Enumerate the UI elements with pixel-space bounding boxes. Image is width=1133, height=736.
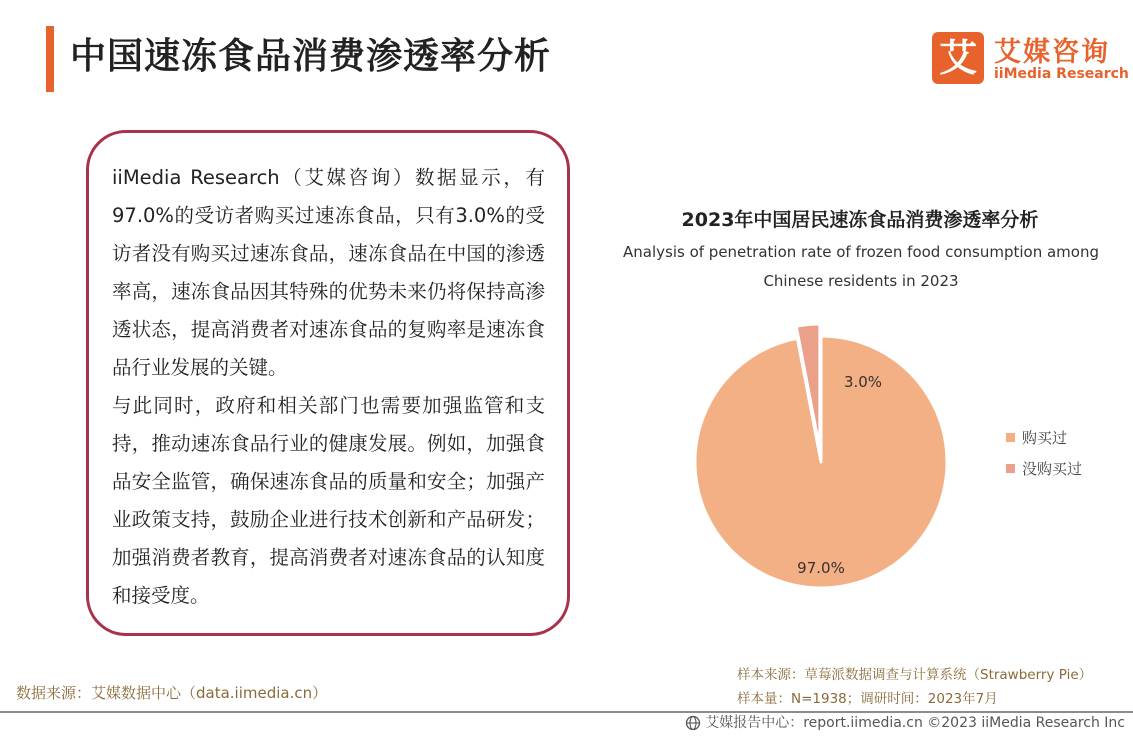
page-title: 中国速冻食品消费渗透率分析 (70, 36, 552, 77)
chart-title: 2023年中国居民速冻食品消费渗透率分析 (681, 209, 1039, 231)
pie-chart (680, 310, 965, 600)
data-source: 数据来源：艾媒数据中心（data.iimedia.cn） (16, 684, 328, 702)
sample-source: 样本来源：草莓派数据调查与计算系统（Strawberry Pie） (737, 667, 1093, 683)
chart-subtitle (600, 238, 1122, 296)
summary-paragraph-1: iiMedia Research（艾媒咨询）数据显示，有97.0%的受访者购买过速冻食品，只有3.0%的受访者没有购买过速冻食品，速冻食品在中国的渗透率高，速冻食品因其特殊的优势未来仍将保持高渗透状态，提高消费者对速冻食品的复购率是速冻食品行业发展的关键。 (112, 166, 545, 379)
legend-item-not-bought (1006, 453, 1082, 484)
footer-text: 艾媒报告中心：report.iimedia.cn ©2023 iiMedia Research Inc (705, 715, 1125, 731)
pie-label-not-bought: 3.0% (843, 373, 883, 391)
summary-paragraph-2: 与此同时，政府和相关部门也需要加强监管和支持，推动速冻食品行业的健康发展。例如，加强食品安全监管，确保速冻食品的质量和安全；加强产业政策支持，鼓励企业进行技术创新和产品研发；加强消费者教育，提高消费者对速冻食品的认知度和接受度。 (112, 394, 545, 607)
summary-text-box (86, 130, 570, 636)
sample-size: 样本量：N=1938；调研时间：2023年7月 (737, 691, 998, 707)
chart-legend (1006, 422, 1082, 484)
legend-swatch-not-bought (1006, 464, 1015, 473)
legend-item-bought (1006, 422, 1082, 453)
chart-subtitle-line-2: Chinese residents in 2023 (763, 272, 959, 290)
pie-label-bought: 97.0% (797, 559, 845, 577)
chart-subtitle-line-1: Analysis of penetration rate of frozen food consumption among (623, 243, 1099, 261)
logo-english-name: iiMedia Research (994, 66, 1129, 82)
title-accent-bar (46, 26, 54, 92)
globe-icon (685, 715, 701, 731)
logo-chinese-name: 艾媒咨询 (994, 37, 1110, 68)
legend-label-bought: 购买过 (1022, 429, 1068, 447)
logo-mark: 艾 (932, 32, 984, 84)
legend-swatch-bought (1006, 433, 1015, 442)
footer (685, 713, 1125, 733)
legend-label-not-bought: 没购买过 (1022, 460, 1083, 478)
logo (932, 32, 1129, 86)
